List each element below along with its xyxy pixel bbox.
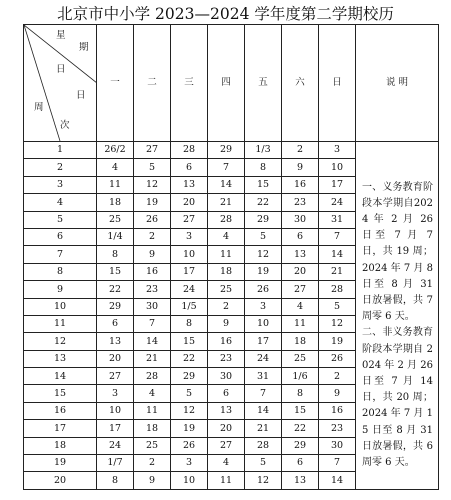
day-cell: 17	[245, 333, 282, 350]
day-cell: 25	[134, 437, 171, 454]
day-cell: 2	[134, 455, 171, 472]
day-cell: 26/2	[97, 142, 134, 159]
day-cell: 25	[282, 350, 319, 367]
corner-diagonal-2	[24, 25, 60, 141]
day-cell: 28	[134, 368, 171, 385]
day-cell: 6	[282, 455, 319, 472]
day-cell: 18	[134, 420, 171, 437]
day-cell: 24	[245, 350, 282, 367]
day-cell: 8	[282, 385, 319, 402]
header-sunday: 日	[319, 25, 356, 142]
day-cell: 29	[282, 437, 319, 454]
day-cell: 1/4	[97, 228, 134, 245]
week-number: 2	[24, 159, 97, 176]
day-cell: 31	[245, 368, 282, 385]
day-cell: 8	[245, 159, 282, 176]
notes-cell	[356, 142, 439, 490]
day-cell: 15	[245, 176, 282, 193]
day-cell: 1/7	[97, 455, 134, 472]
day-cell: 8	[97, 246, 134, 263]
week-number: 20	[24, 472, 97, 489]
day-cell: 6	[171, 159, 208, 176]
day-cell: 9	[319, 385, 356, 402]
day-cell: 23	[319, 420, 356, 437]
week-number: 1	[24, 142, 97, 159]
week-number: 6	[24, 228, 97, 245]
day-cell: 12	[134, 176, 171, 193]
day-cell: 25	[208, 281, 245, 298]
corner-label-ri-2: 日	[76, 90, 86, 101]
day-cell: 7	[319, 228, 356, 245]
week-number: 16	[24, 402, 97, 419]
day-cell: 18	[282, 333, 319, 350]
corner-label-ci: 次	[60, 120, 70, 131]
day-cell: 20	[97, 350, 134, 367]
day-cell: 29	[245, 211, 282, 228]
day-cell: 13	[208, 402, 245, 419]
day-cell: 8	[171, 315, 208, 332]
day-cell: 21	[245, 420, 282, 437]
day-cell: 2	[134, 228, 171, 245]
corner-label-xing: 星	[56, 30, 66, 41]
day-cell: 7	[245, 385, 282, 402]
day-cell: 21	[134, 350, 171, 367]
week-number: 19	[24, 455, 97, 472]
day-cell: 9	[282, 159, 319, 176]
day-cell: 10	[171, 472, 208, 489]
corner-cell	[24, 25, 97, 142]
day-cell: 5	[171, 385, 208, 402]
day-cell: 23	[208, 350, 245, 367]
day-cell: 19	[319, 333, 356, 350]
day-cell: 2	[319, 368, 356, 385]
day-cell: 29	[171, 368, 208, 385]
day-cell: 14	[245, 402, 282, 419]
day-cell: 16	[208, 333, 245, 350]
day-cell: 31	[319, 211, 356, 228]
day-cell: 11	[282, 315, 319, 332]
day-cell: 22	[282, 420, 319, 437]
day-cell: 3	[171, 228, 208, 245]
week-number: 10	[24, 298, 97, 315]
day-cell: 4	[97, 159, 134, 176]
day-cell: 28	[208, 211, 245, 228]
header-monday: 一	[97, 25, 134, 142]
day-cell: 7	[208, 159, 245, 176]
day-cell: 12	[245, 246, 282, 263]
header-saturday: 六	[282, 25, 319, 142]
day-cell: 3	[245, 298, 282, 315]
week-number: 13	[24, 350, 97, 367]
day-cell: 23	[134, 281, 171, 298]
day-cell: 3	[319, 142, 356, 159]
day-cell: 23	[282, 194, 319, 211]
week-number: 18	[24, 437, 97, 454]
day-cell: 13	[282, 472, 319, 489]
header-wednesday: 三	[171, 25, 208, 142]
day-cell: 5	[245, 228, 282, 245]
day-cell: 5	[134, 159, 171, 176]
day-cell: 2	[282, 142, 319, 159]
day-cell: 26	[319, 350, 356, 367]
calendar-table	[23, 24, 439, 490]
day-cell: 30	[208, 368, 245, 385]
day-cell: 19	[134, 194, 171, 211]
day-cell: 21	[208, 194, 245, 211]
day-cell: 18	[97, 194, 134, 211]
day-cell: 27	[208, 437, 245, 454]
day-cell: 10	[245, 315, 282, 332]
page-title: 北京市中小学 2023—2024 学年度第二学期校历	[57, 5, 394, 23]
note-paragraph: 二、非义务教育阶段本学期自 2024 年 2 月 26 日至 7 月 14 日，共 20 周；2024 年 7 月 15 日至 8 月 31 日放暑假，共 6 周零 6 天。	[362, 327, 433, 469]
day-cell: 8	[97, 472, 134, 489]
day-cell: 15	[171, 333, 208, 350]
day-cell: 16	[282, 176, 319, 193]
day-cell: 14	[319, 246, 356, 263]
day-cell: 12	[171, 402, 208, 419]
day-cell: 27	[134, 142, 171, 159]
week-number: 3	[24, 176, 97, 193]
day-cell: 20	[171, 194, 208, 211]
week-row	[24, 142, 439, 159]
day-cell: 26	[245, 281, 282, 298]
week-number: 14	[24, 368, 97, 385]
day-cell: 30	[282, 211, 319, 228]
day-cell: 18	[208, 263, 245, 280]
header-tuesday: 二	[134, 25, 171, 142]
day-cell: 1/5	[171, 298, 208, 315]
note-paragraph: 一、义务教育阶段本学期自2024 年 2 月 26 日至 7 月 7 日，共 19 周；2024 年 7 月 8 日至 8 月 31 日放暑假，共 7 周零 6 天。	[362, 181, 433, 323]
day-cell: 6	[208, 385, 245, 402]
day-cell: 9	[134, 472, 171, 489]
corner-label-ri-1: 日	[56, 64, 66, 75]
week-number: 9	[24, 281, 97, 298]
day-cell: 11	[134, 402, 171, 419]
day-cell: 11	[208, 246, 245, 263]
day-cell: 26	[171, 437, 208, 454]
day-cell: 21	[319, 263, 356, 280]
day-cell: 12	[319, 315, 356, 332]
day-cell: 7	[319, 455, 356, 472]
day-cell: 17	[171, 263, 208, 280]
day-cell: 22	[171, 350, 208, 367]
day-cell: 15	[97, 263, 134, 280]
day-cell: 13	[97, 333, 134, 350]
day-cell: 5	[319, 298, 356, 315]
day-cell: 24	[171, 281, 208, 298]
header-row	[24, 25, 439, 142]
day-cell: 4	[134, 385, 171, 402]
day-cell: 1/6	[282, 368, 319, 385]
day-cell: 29	[97, 298, 134, 315]
day-cell: 30	[134, 298, 171, 315]
day-cell: 22	[245, 194, 282, 211]
day-cell: 3	[97, 385, 134, 402]
week-number: 8	[24, 263, 97, 280]
day-cell: 28	[245, 437, 282, 454]
week-number: 12	[24, 333, 97, 350]
day-cell: 13	[171, 176, 208, 193]
day-cell: 2	[208, 298, 245, 315]
day-cell: 19	[171, 420, 208, 437]
week-number: 11	[24, 315, 97, 332]
day-cell: 6	[282, 228, 319, 245]
header-notes: 说 明	[356, 25, 439, 142]
corner-label-zhou: 周	[34, 102, 44, 113]
day-cell: 4	[282, 298, 319, 315]
notes-body	[356, 180, 438, 472]
day-cell: 16	[319, 402, 356, 419]
day-cell: 24	[97, 437, 134, 454]
day-cell: 27	[171, 211, 208, 228]
day-cell: 27	[282, 281, 319, 298]
day-cell: 20	[282, 263, 319, 280]
day-cell: 15	[282, 402, 319, 419]
day-cell: 11	[97, 176, 134, 193]
day-cell: 13	[282, 246, 319, 263]
week-number: 17	[24, 420, 97, 437]
day-cell: 29	[208, 142, 245, 159]
day-cell: 14	[319, 472, 356, 489]
day-cell: 22	[97, 281, 134, 298]
day-cell: 26	[134, 211, 171, 228]
day-cell: 10	[171, 246, 208, 263]
day-cell: 7	[134, 315, 171, 332]
day-cell: 6	[97, 315, 134, 332]
day-cell: 28	[171, 142, 208, 159]
day-cell: 17	[319, 176, 356, 193]
day-cell: 30	[319, 437, 356, 454]
day-cell: 9	[208, 315, 245, 332]
corner-label-qi: 期	[79, 42, 89, 53]
day-cell: 9	[134, 246, 171, 263]
day-cell: 10	[319, 159, 356, 176]
day-cell: 10	[97, 402, 134, 419]
day-cell: 3	[171, 455, 208, 472]
day-cell: 4	[208, 228, 245, 245]
day-cell: 16	[134, 263, 171, 280]
header-friday: 五	[245, 25, 282, 142]
week-number: 7	[24, 246, 97, 263]
day-cell: 19	[245, 263, 282, 280]
day-cell: 1/3	[245, 142, 282, 159]
header-thursday: 四	[208, 25, 245, 142]
week-number: 4	[24, 194, 97, 211]
day-cell: 20	[208, 420, 245, 437]
day-cell: 4	[208, 455, 245, 472]
day-cell: 27	[97, 368, 134, 385]
day-cell: 28	[319, 281, 356, 298]
day-cell: 25	[97, 211, 134, 228]
day-cell: 12	[245, 472, 282, 489]
day-cell: 24	[319, 194, 356, 211]
day-cell: 14	[208, 176, 245, 193]
day-cell: 17	[97, 420, 134, 437]
week-number: 15	[24, 385, 97, 402]
week-number: 5	[24, 211, 97, 228]
day-cell: 5	[245, 455, 282, 472]
day-cell: 14	[134, 333, 171, 350]
day-cell: 11	[208, 472, 245, 489]
